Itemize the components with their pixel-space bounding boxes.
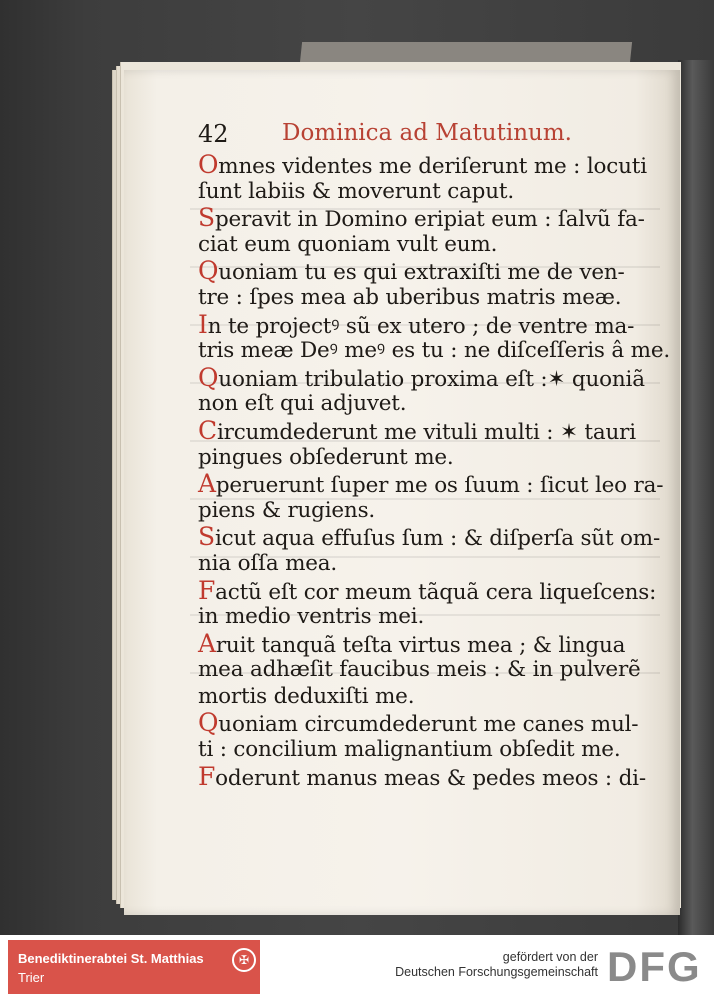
verse-text: mnes videntes me deriſerunt me : locuti: [218, 154, 647, 179]
rubric-initial: F: [198, 575, 216, 605]
rubric-initial: A: [198, 628, 216, 658]
verse-text: uoniam tu es qui extraxiſti me de ven-: [218, 260, 625, 286]
rubric-initial: A: [198, 469, 216, 499]
verse-line: [198, 391, 648, 418]
rubric-initial: I: [198, 309, 208, 339]
verse-line: [198, 604, 648, 631]
funder-text: [395, 950, 598, 980]
verse-line: [198, 737, 648, 764]
funder-line-1: gefördert von der: [502, 950, 598, 964]
rubric-initial: O: [198, 150, 219, 179]
institution-badge[interactable]: [8, 940, 260, 994]
verse-line: [198, 179, 648, 206]
verse-text: peruerunt ſuper me os ſuum : ſicut leo ra-: [215, 473, 664, 499]
verse-text: in medio ventris mei.: [198, 604, 425, 630]
rubric-initial: Q: [198, 256, 219, 286]
verse-line: [198, 445, 648, 472]
verse-text: uoniam circumdederunt me canes mul-: [218, 712, 639, 738]
footer-bar: [0, 935, 714, 1000]
verse-line: [198, 628, 648, 658]
verse-line: [198, 205, 648, 232]
psalm-verses: [198, 150, 670, 791]
verse-line: [198, 684, 648, 711]
page-text: [198, 120, 670, 791]
verse-line: [198, 522, 661, 552]
verse-text: ircumdederunt me vituli multi : ✶ tauri: [216, 419, 636, 445]
verse-text: tris meæ Deꝰ meꝰ es tu : ne diſceſſeris â me.: [198, 338, 670, 364]
funder-line-2: Deutschen Forschungsgemeinschaft: [395, 965, 598, 979]
verse-text: ſunt labiis & moverunt caput.: [198, 178, 514, 204]
verse-line: [198, 285, 648, 312]
verse-line: [198, 309, 648, 339]
institution-name: Benediktinerabtei St. Matthias: [18, 951, 204, 966]
verse-line: [198, 551, 648, 578]
institution-city: Trier: [18, 970, 45, 985]
verse-line: [198, 710, 648, 737]
verse-line: [198, 761, 648, 791]
rubric-initial: S: [198, 522, 215, 552]
verse-text: peravit in Domino eripiat eum : ſalvũ fa-: [214, 207, 645, 233]
verse-text: uoniam tribulatio proxima eſt :✶ quoniã: [218, 366, 645, 392]
verse-text: oderunt manus meas & pedes meos : di-: [215, 765, 646, 791]
verse-text: ti : concilium malignantium obſedit me.: [198, 737, 621, 763]
running-head: [198, 120, 648, 152]
verse-text: mea adhæſit faucibus meis : & in pulverẽ: [198, 657, 641, 683]
institution-logo-icon: ✠: [232, 948, 256, 972]
verse-line: [198, 232, 648, 259]
verse-text: ciat eum quoniam vult eum.: [198, 231, 498, 257]
rubric-initial: C: [198, 415, 217, 445]
book-spine-shadow: [678, 60, 714, 935]
verse-text: pingues obſederunt me.: [198, 444, 454, 470]
verse-line: [198, 338, 670, 365]
rubric-initial: F: [198, 761, 216, 791]
verse-line: [198, 152, 648, 179]
dfg-logo[interactable]: DFG: [607, 943, 702, 990]
verse-line: [198, 469, 664, 499]
verse-text: actũ eſt cor meum tãquã cera liqueſcens:: [215, 579, 657, 605]
verse-line: [198, 498, 648, 525]
verse-text: n te projectꝰ sũ ex utero ; de ventre ma-: [207, 313, 635, 339]
verse-line: [198, 362, 648, 392]
running-title: Dominica ad Matutinum.: [282, 120, 572, 146]
verse-line: [198, 657, 648, 684]
verse-text: non eſt qui adjuvet.: [198, 391, 407, 417]
verse-line: [198, 415, 648, 445]
verse-text: ruit tanquã teſta virtus mea ; & lingua: [215, 632, 626, 658]
verse-text: mortis deduxiſti me.: [198, 683, 415, 709]
rubric-initial: S: [198, 203, 215, 233]
page-number: 42: [198, 120, 229, 148]
verse-text: tre : ſpes mea ab uberibus matris meæ.: [198, 284, 622, 310]
verse-line: [198, 575, 657, 605]
rubric-initial: Q: [198, 708, 219, 738]
verse-text: nia oſſa mea.: [198, 550, 338, 576]
verse-line: [198, 258, 648, 285]
rubric-initial: Q: [198, 362, 219, 392]
verse-text: piens & rugiens.: [198, 497, 376, 523]
verse-text: icut aqua effuſus ſum : & diſperſa sũt om-: [214, 526, 661, 552]
